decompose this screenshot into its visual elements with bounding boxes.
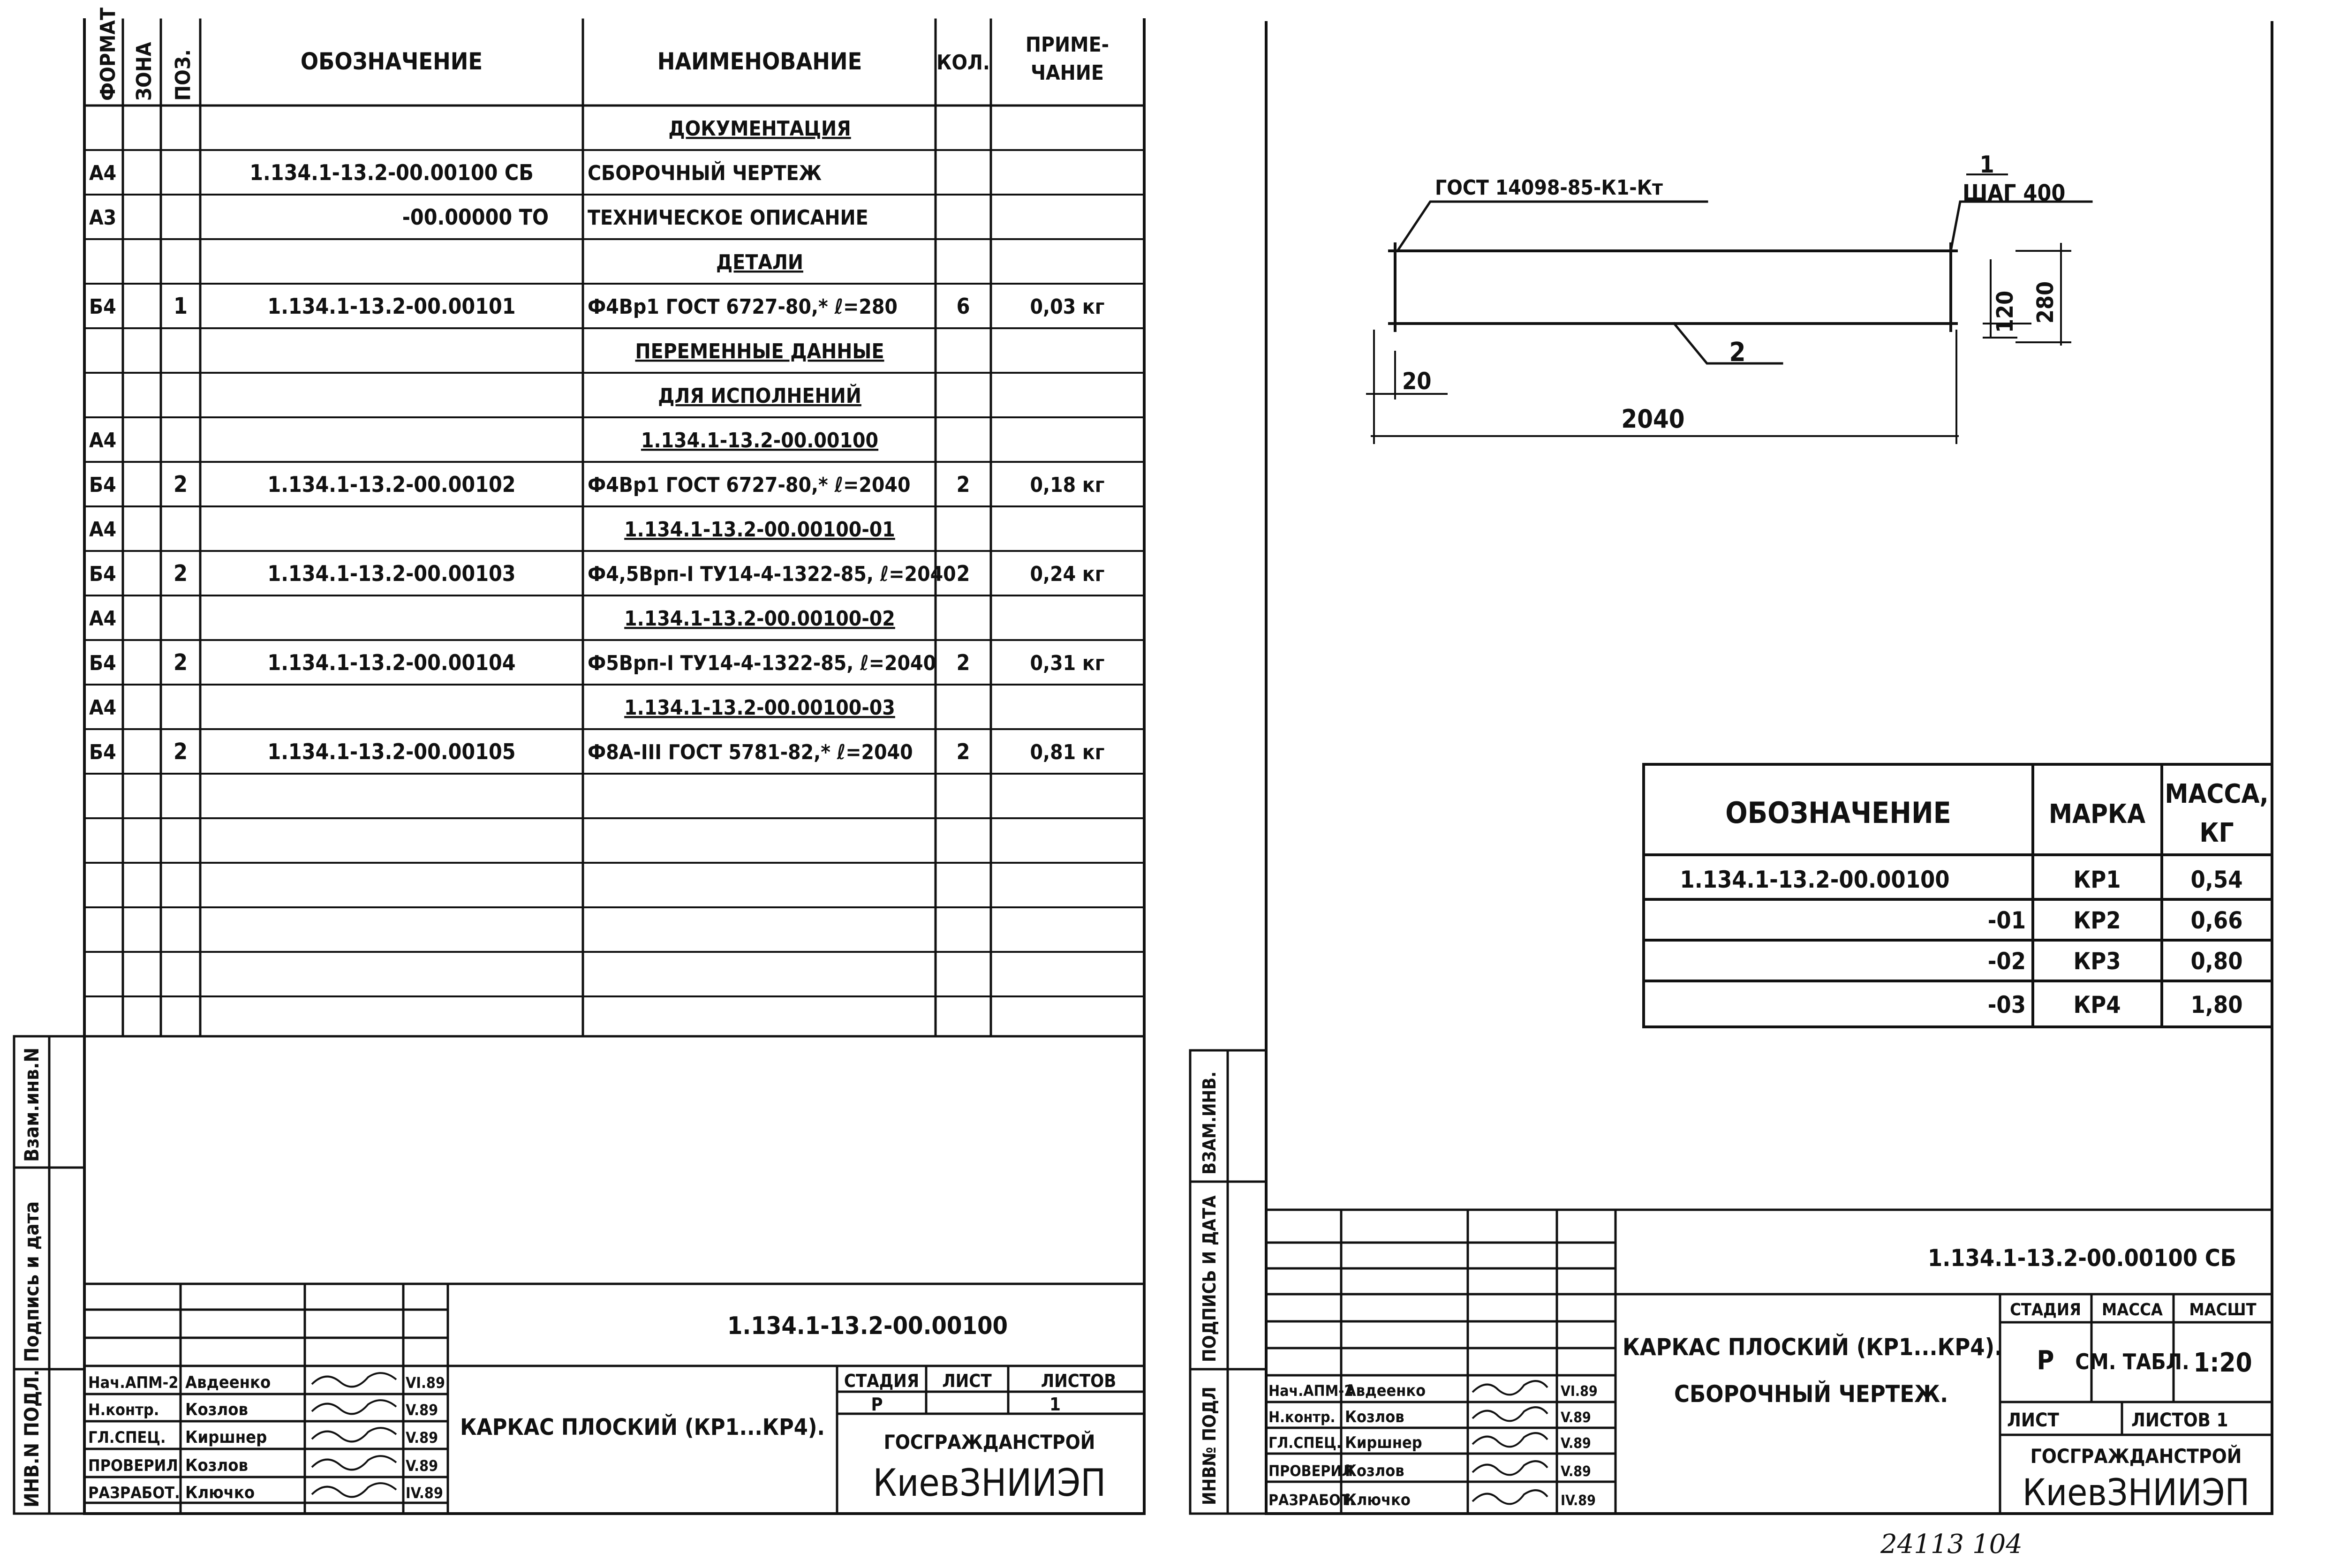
label-vzam: Взам.инв.N bbox=[20, 1048, 43, 1162]
signer-date: V.89 bbox=[1561, 1410, 1591, 1426]
row-format: А4 bbox=[89, 518, 117, 542]
pos1-label: 1 bbox=[1979, 151, 1994, 178]
row-format: Б4 bbox=[89, 740, 116, 764]
signature-scribble bbox=[1472, 1433, 1547, 1447]
row-format: А4 bbox=[89, 429, 117, 452]
signer-role: ГЛ.СПЕЦ. bbox=[88, 1428, 166, 1447]
row-note: 0,03 кг bbox=[1030, 295, 1105, 319]
row-designation: 1.134.1-13.2-00.00100 СБ bbox=[249, 160, 534, 185]
row-name: 1.134.1-13.2-00.00100-01 bbox=[624, 518, 895, 542]
mass-h-mark: МАРКА bbox=[2048, 799, 2146, 829]
signer-role: Н.контр. bbox=[1268, 1408, 1336, 1426]
row-format: Б4 bbox=[89, 473, 116, 497]
signer-role: ПРОВЕРИЛ bbox=[88, 1456, 178, 1475]
row-name: Ф5Врп-I ТУ14-4-1322-85, ℓ=2040 bbox=[588, 651, 936, 675]
row-position: 2 bbox=[173, 471, 188, 498]
header-note-1: ПРИМЕ- bbox=[1025, 33, 1110, 57]
row-name: Ф4Вр1 ГОСТ 6727-80,* ℓ=280 bbox=[588, 295, 898, 319]
signer-role: ПРОВЕРИЛ bbox=[1268, 1462, 1353, 1480]
row-name: ДЕТАЛИ bbox=[716, 250, 803, 274]
mass-row-value: 0,66 bbox=[2190, 907, 2243, 934]
drawing-annotations bbox=[1402, 151, 2065, 434]
left-doc-title: КАРКАС ПЛОСКИЙ (КР1...КР4). bbox=[460, 1414, 825, 1440]
row-designation: 1.134.1-13.2-00.00105 bbox=[267, 739, 516, 764]
row-name: 1.134.1-13.2-00.00100-03 bbox=[624, 696, 895, 720]
left-signers bbox=[88, 1373, 445, 1502]
signer-name: Авдеенко bbox=[185, 1373, 271, 1392]
signer-date: VI.89 bbox=[406, 1374, 445, 1392]
mass-row-mark: КР3 bbox=[2073, 948, 2121, 975]
right-stage-value: Р bbox=[2037, 1345, 2054, 1376]
left-stage-header: СТАДИЯ bbox=[844, 1371, 920, 1391]
mass-row-mark: КР1 bbox=[2073, 866, 2121, 893]
dim-120: 120 bbox=[1992, 290, 2018, 333]
row-format: А4 bbox=[89, 696, 117, 720]
left-org: ГОСГРАЖДАНСТРОЙ bbox=[883, 1431, 1095, 1454]
right-sheet-frame bbox=[1266, 23, 2272, 1514]
row-quantity: 2 bbox=[956, 739, 970, 764]
right-sheets-header: ЛИСТОВ 1 bbox=[2131, 1410, 2228, 1431]
row-note: 0,31 кг bbox=[1030, 651, 1105, 675]
signature-scribble bbox=[1472, 1490, 1547, 1504]
signature-scribble bbox=[1472, 1461, 1547, 1475]
signer-date: V.89 bbox=[1561, 1463, 1591, 1480]
left-sheet-frame bbox=[84, 20, 1144, 1514]
row-quantity: 2 bbox=[956, 561, 970, 586]
label-sign-date: Подпись и дата bbox=[20, 1201, 43, 1362]
left-title-text bbox=[460, 1312, 1116, 1505]
signer-role: Нач.АПМ-2 bbox=[1268, 1382, 1354, 1400]
row-position: 2 bbox=[173, 560, 188, 587]
right-side-labels bbox=[1199, 1071, 1220, 1505]
row-name: Ф4,5Врп-I ТУ14-4-1322-85, ℓ=2040 bbox=[588, 562, 956, 586]
signer-date: IV.89 bbox=[406, 1484, 443, 1502]
signer-date: V.89 bbox=[1561, 1435, 1591, 1452]
signer-name: Козлов bbox=[1345, 1462, 1404, 1480]
mass-h-mass-1: МАССА, bbox=[2165, 779, 2269, 809]
header-note-2: ЧАНИЕ bbox=[1031, 61, 1104, 85]
row-name: ДЛЯ ИСПОЛНЕНИЙ bbox=[658, 384, 861, 408]
left-sheets-value: 1 bbox=[1049, 1394, 1061, 1415]
mass-row-designation: -02 bbox=[1987, 948, 2026, 975]
dim-edge: 20 bbox=[1402, 368, 1432, 395]
row-designation: 1.134.1-13.2-00.00103 bbox=[267, 561, 516, 586]
mass-table-rows bbox=[1680, 866, 2242, 1018]
signer-role: РАЗРАБОТ. bbox=[1268, 1491, 1355, 1509]
row-designation: 1.134.1-13.2-00.00102 bbox=[267, 472, 516, 497]
mass-row-designation: -01 bbox=[1987, 907, 2026, 934]
header-pos: ПОЗ. bbox=[171, 49, 195, 101]
signature-scribble bbox=[312, 1373, 396, 1387]
pos2-label: 2 bbox=[1729, 337, 1746, 368]
row-format: А3 bbox=[89, 206, 117, 230]
mass-row-value: 0,80 bbox=[2190, 948, 2243, 975]
right-title-text bbox=[1623, 1244, 2257, 1514]
header-name: НАИМЕНОВАНИЕ bbox=[657, 48, 862, 75]
row-format: А4 bbox=[89, 161, 117, 185]
row-name: СБОРОЧНЫЙ ЧЕРТЕЖ bbox=[588, 161, 822, 185]
signer-name: Ключко bbox=[185, 1483, 255, 1502]
dim-280: 280 bbox=[2032, 281, 2059, 324]
left-sheets-header: ЛИСТОВ bbox=[1041, 1371, 1117, 1391]
right-doc-code: 1.134.1-13.2-00.00100 СБ bbox=[1927, 1244, 2237, 1272]
row-name: Ф8А-III ГОСТ 5781-82,* ℓ=2040 bbox=[588, 740, 913, 764]
row-designation: 1.134.1-13.2-00.00101 bbox=[267, 294, 516, 319]
signature-scribble bbox=[312, 1400, 396, 1414]
r-label-vzam: ВЗАМ.ИНВ. bbox=[1199, 1071, 1220, 1175]
row-quantity: 2 bbox=[956, 472, 970, 497]
frame-drawing bbox=[1367, 174, 2091, 443]
mass-row-mark: КР2 bbox=[2073, 907, 2121, 934]
signer-name: Киршнер bbox=[1345, 1433, 1422, 1452]
r-label-inv-no: ИНВ№ ПОДЛ bbox=[1199, 1387, 1220, 1505]
signature-scribble bbox=[1472, 1381, 1547, 1395]
spec-headers bbox=[96, 8, 1109, 101]
header-qty: КОЛ. bbox=[936, 51, 990, 75]
row-quantity: 6 bbox=[956, 294, 970, 319]
mass-row-value: 0,54 bbox=[2190, 866, 2243, 893]
right-scale-value: 1:20 bbox=[2193, 1348, 2252, 1378]
signer-name: Козлов bbox=[185, 1456, 249, 1475]
left-side-labels bbox=[20, 1048, 43, 1508]
row-format: А4 bbox=[89, 607, 117, 631]
signer-date: V.89 bbox=[406, 1401, 438, 1419]
row-format: Б4 bbox=[89, 295, 116, 319]
step-label: ШАГ 400 bbox=[1963, 180, 2066, 206]
row-name: ПЕРЕМЕННЫЕ ДАННЫЕ bbox=[635, 339, 884, 363]
right-scale-header: МАСШТ bbox=[2189, 1300, 2257, 1319]
row-name: ТЕХНИЧЕСКОЕ ОПИСАНИЕ bbox=[588, 206, 868, 230]
signer-name: Ключко bbox=[1345, 1491, 1411, 1509]
signer-role: РАЗРАБОТ. bbox=[88, 1484, 180, 1502]
mass-row-mark: КР4 bbox=[2073, 991, 2121, 1018]
row-name: ДОКУМЕНТАЦИЯ bbox=[668, 117, 851, 141]
row-designation: 1.134.1-13.2-00.00104 bbox=[267, 650, 516, 675]
row-format: Б4 bbox=[89, 651, 116, 675]
right-mass-header: МАССА bbox=[2102, 1300, 2163, 1319]
spec-rows bbox=[89, 117, 1105, 765]
row-name: 1.134.1-13.2-00.00100-02 bbox=[624, 607, 895, 631]
mass-h-mass-2: КГ bbox=[2199, 818, 2234, 848]
row-quantity: 2 bbox=[956, 650, 970, 675]
signature-scribble bbox=[312, 1483, 396, 1497]
signature-scribble bbox=[312, 1456, 396, 1470]
row-note: 0,18 кг bbox=[1030, 473, 1105, 497]
header-zone: ЗОНА bbox=[132, 42, 156, 101]
mass-h-designation: ОБОЗНАЧЕНИЕ bbox=[1725, 796, 1951, 830]
signer-name: Авдеенко bbox=[1345, 1381, 1426, 1400]
signer-name: Козлов bbox=[185, 1400, 249, 1419]
row-position: 1 bbox=[173, 293, 188, 319]
mass-row-designation: -03 bbox=[1987, 991, 2026, 1018]
gost-note: ГОСТ 14098-85-К1-Кт bbox=[1435, 176, 1663, 200]
left-institute: КиевЗНИИЭП bbox=[873, 1461, 1106, 1505]
signer-date: IV.89 bbox=[1561, 1493, 1596, 1509]
left-doc-code: 1.134.1-13.2-00.00100 bbox=[727, 1312, 1008, 1340]
row-note: 0,24 кг bbox=[1030, 562, 1105, 586]
signer-name: Козлов bbox=[1345, 1408, 1404, 1426]
right-doc-title-2: СБОРОЧНЫЙ ЧЕРТЕЖ. bbox=[1674, 1380, 1948, 1408]
header-designation: ОБОЗНАЧЕНИЕ bbox=[300, 48, 483, 75]
right-sheet-header: ЛИСТ bbox=[2007, 1410, 2059, 1431]
row-position: 2 bbox=[173, 739, 188, 765]
row-designation: -00.00000 ТО bbox=[402, 204, 549, 230]
signer-name: Киршнер bbox=[185, 1428, 267, 1447]
signature-scribble bbox=[312, 1428, 396, 1441]
row-name: 1.134.1-13.2-00.00100 bbox=[641, 429, 879, 452]
row-format: Б4 bbox=[89, 562, 116, 586]
r-label-sign-date: ПОДПИСЬ И ДАТА bbox=[1199, 1195, 1220, 1362]
header-format: ФОРМАТ bbox=[96, 8, 120, 101]
right-org: ГОСГРАЖДАНСТРОЙ bbox=[2030, 1445, 2242, 1468]
row-note: 0,81 кг bbox=[1030, 740, 1105, 764]
row-position: 2 bbox=[173, 649, 188, 676]
signer-date: V.89 bbox=[406, 1457, 438, 1475]
mass-row-designation: 1.134.1-13.2-00.00100 bbox=[1680, 866, 1950, 893]
right-stage-header: СТАДИЯ bbox=[2010, 1300, 2081, 1319]
right-doc-title-1: КАРКАС ПЛОСКИЙ (КР1...КР4). bbox=[1623, 1334, 2003, 1361]
label-inv-no: ИНВ.N ПОДЛ. bbox=[20, 1369, 43, 1508]
signer-role: Н.контр. bbox=[88, 1401, 159, 1419]
signer-role: ГЛ.СПЕЦ. bbox=[1268, 1434, 1342, 1452]
signer-role: Нач.АПМ-2 bbox=[88, 1373, 179, 1392]
signature-scribble bbox=[1472, 1407, 1547, 1421]
mass-table-text bbox=[1725, 779, 2268, 848]
right-mass-value: СМ. ТАБЛ. bbox=[2075, 1349, 2189, 1374]
right-signers bbox=[1268, 1381, 1598, 1509]
right-institute: КиевЗНИИЭП bbox=[2022, 1472, 2250, 1514]
signer-date: V.89 bbox=[406, 1429, 438, 1447]
footer-number: 24113 104 bbox=[1880, 1529, 2023, 1560]
dim-length: 2040 bbox=[1621, 404, 1685, 434]
signer-date: VI.89 bbox=[1561, 1383, 1598, 1400]
left-sheet-header: ЛИСТ bbox=[942, 1371, 992, 1391]
mass-row-value: 1,80 bbox=[2190, 991, 2243, 1018]
left-stage-value: Р bbox=[871, 1394, 883, 1415]
row-name: Ф4Вр1 ГОСТ 6727-80,* ℓ=2040 bbox=[588, 473, 911, 497]
